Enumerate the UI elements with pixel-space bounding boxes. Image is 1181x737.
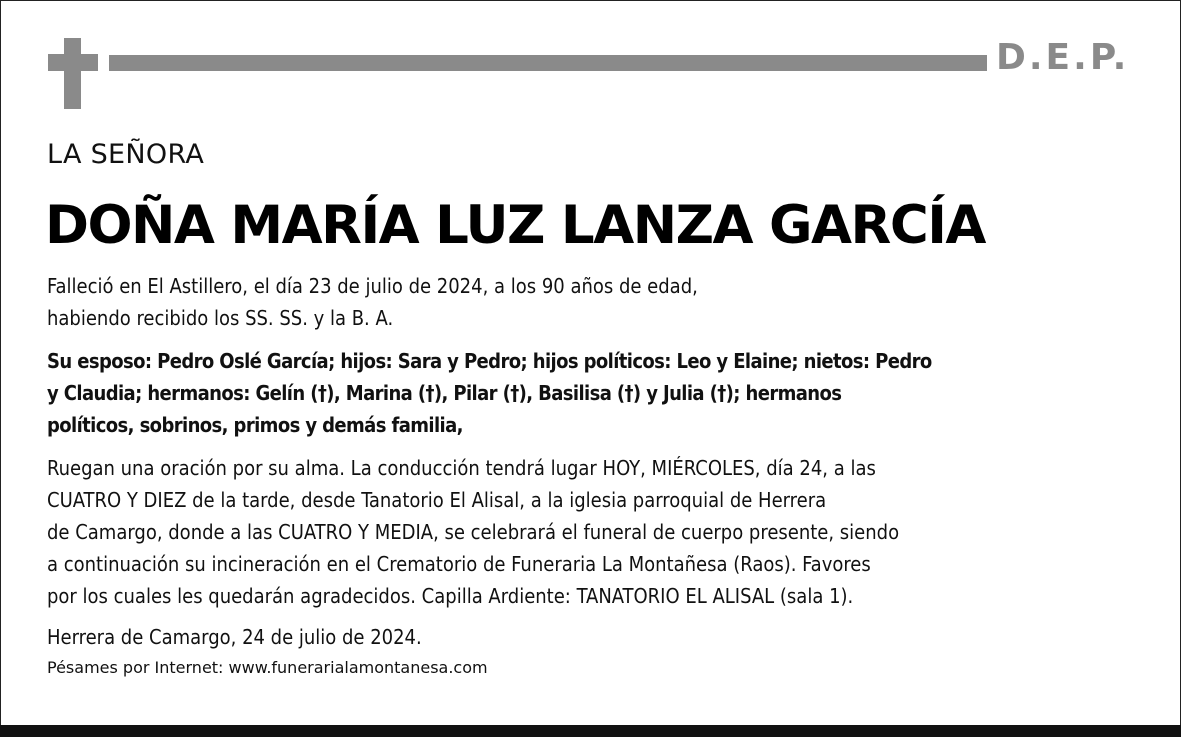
cross-icon-bar [48, 54, 98, 71]
family-line: Su esposo: Pedro Oslé García; hijos: Sara y Pedro; hijos políticos: Leo y Elaine; nietos: Pedro [47, 349, 932, 373]
dep-label: D.E.P. [996, 37, 1130, 78]
family-line: políticos, sobrinos, primos y demás familia, [47, 413, 463, 437]
place-date-text: Herrera de Camargo, 24 de julio de 2024. [47, 625, 422, 649]
death-notice [47, 270, 698, 334]
funeral-line: por los cuales les quedarán agradecidos. Capilla Ardiente: TANATORIO EL ALISAL (sala 1). [47, 584, 854, 608]
condolences-link[interactable]: Pésames por Internet: www.funerarialamontanesa.com [47, 658, 488, 677]
bottom-border [0, 725, 1181, 737]
funeral-line: Ruegan una oración por su alma. La conducción tendrá lugar HOY, MIÉRCOLES, día 24, a las [47, 456, 876, 480]
deceased-name: DOÑA MARÍA LUZ LANZA GARCÍA [45, 195, 985, 256]
cross-icon [64, 38, 81, 109]
funeral-line: de Camargo, donde a las CUATRO Y MEDIA, se celebrará el funeral de cuerpo presente, siendo [47, 520, 900, 544]
family-line: y Claudia; hermanos: Gelín (†), Marina (†), Pilar (†), Basilisa (†) y Julia (†); hermanos [47, 381, 842, 405]
header-rule [109, 55, 987, 71]
funeral-line: CUATRO Y DIEZ de la tarde, desde Tanatorio El Alisal, a la iglesia parroquial de Herrera [47, 488, 827, 512]
death-notice-line: habiendo recibido los SS. SS. y la B. A. [47, 306, 394, 330]
death-notice-line: Falleció en El Astillero, el día 23 de julio de 2024, a los 90 años de edad, [47, 274, 698, 298]
funeral-details [47, 452, 899, 612]
place-date [47, 621, 422, 653]
funeral-line: a continuación su incineración en el Crematorio de Funeraria La Montañesa (Raos). Favores [47, 552, 871, 576]
honorific: LA SEÑORA [47, 139, 205, 170]
family-list [47, 345, 932, 441]
